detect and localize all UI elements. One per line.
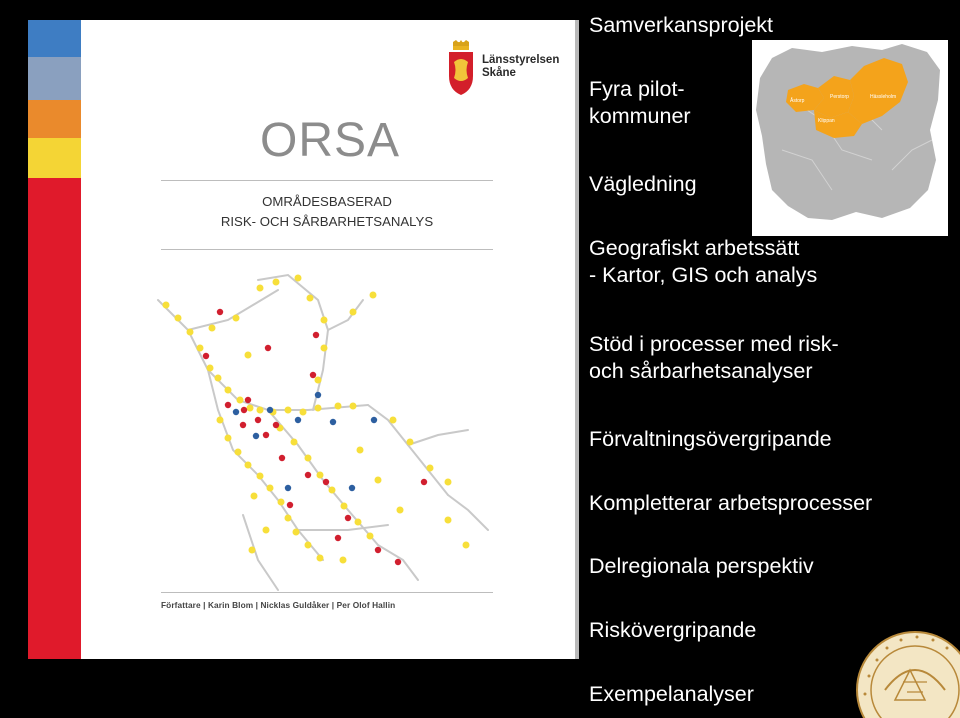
map-label-perstorp: Perstorp [830,94,849,100]
bullet-vagledning: Vägledning [589,172,697,196]
skane-region-map [752,40,948,236]
divider-middle [161,249,493,250]
color-stripe-yellow [28,138,81,178]
authority-name: Länsstyrelsen Skåne [482,54,560,79]
color-stripe-red [28,178,81,659]
color-stripe-blue [28,20,81,57]
bullet-stod-processer: Stöd i processer med risk- och sårbarhetsanalyser [589,332,839,383]
cover-map-illustration [148,260,508,610]
color-stripe-greyblue [28,57,81,100]
bullet-exempelanalyser: Exempelanalyser [589,682,754,706]
color-stripe-orange [28,100,81,138]
bullet-samverkansprojekt: Samverkansprojekt [589,13,774,37]
subtitle-line-1: OMRÅDESBASERAD [262,194,392,209]
report-title: ORSA [260,114,401,167]
cover-edge [575,20,579,659]
subtitle-line-2: RISK- OCH SÅRBARHETSANALYS [220,214,434,229]
report-cover [28,20,579,659]
bullet-kompletterar: Kompletterar arbetsprocesser [589,491,873,515]
divider-bottom [161,592,493,593]
divider-top [161,180,493,181]
map-label-hassleholm: Hässleholm [870,94,897,100]
bullet-forvaltning: Förvaltningsövergripande [589,427,832,451]
map-label-astorp: Åstorp [790,98,805,104]
bullet-delregionala: Delregionala perspektiv [589,554,814,578]
report-subtitle [161,192,493,232]
bullet-geografiskt: Geografiskt arbetssätt - Kartor, GIS och analys [589,236,818,287]
authors-line: Författare | Karin Blom | Nicklas Guldåker | Per Olof Hallin [161,600,396,610]
bullet-riskovergripande: Riskövergripande [589,618,757,642]
bullet-pilot-kommuner: Fyra pilot- kommuner [589,77,691,128]
crest-logo-icon [446,40,476,96]
university-seal-icon [855,630,960,718]
map-label-klippan: Klippan [818,118,835,124]
